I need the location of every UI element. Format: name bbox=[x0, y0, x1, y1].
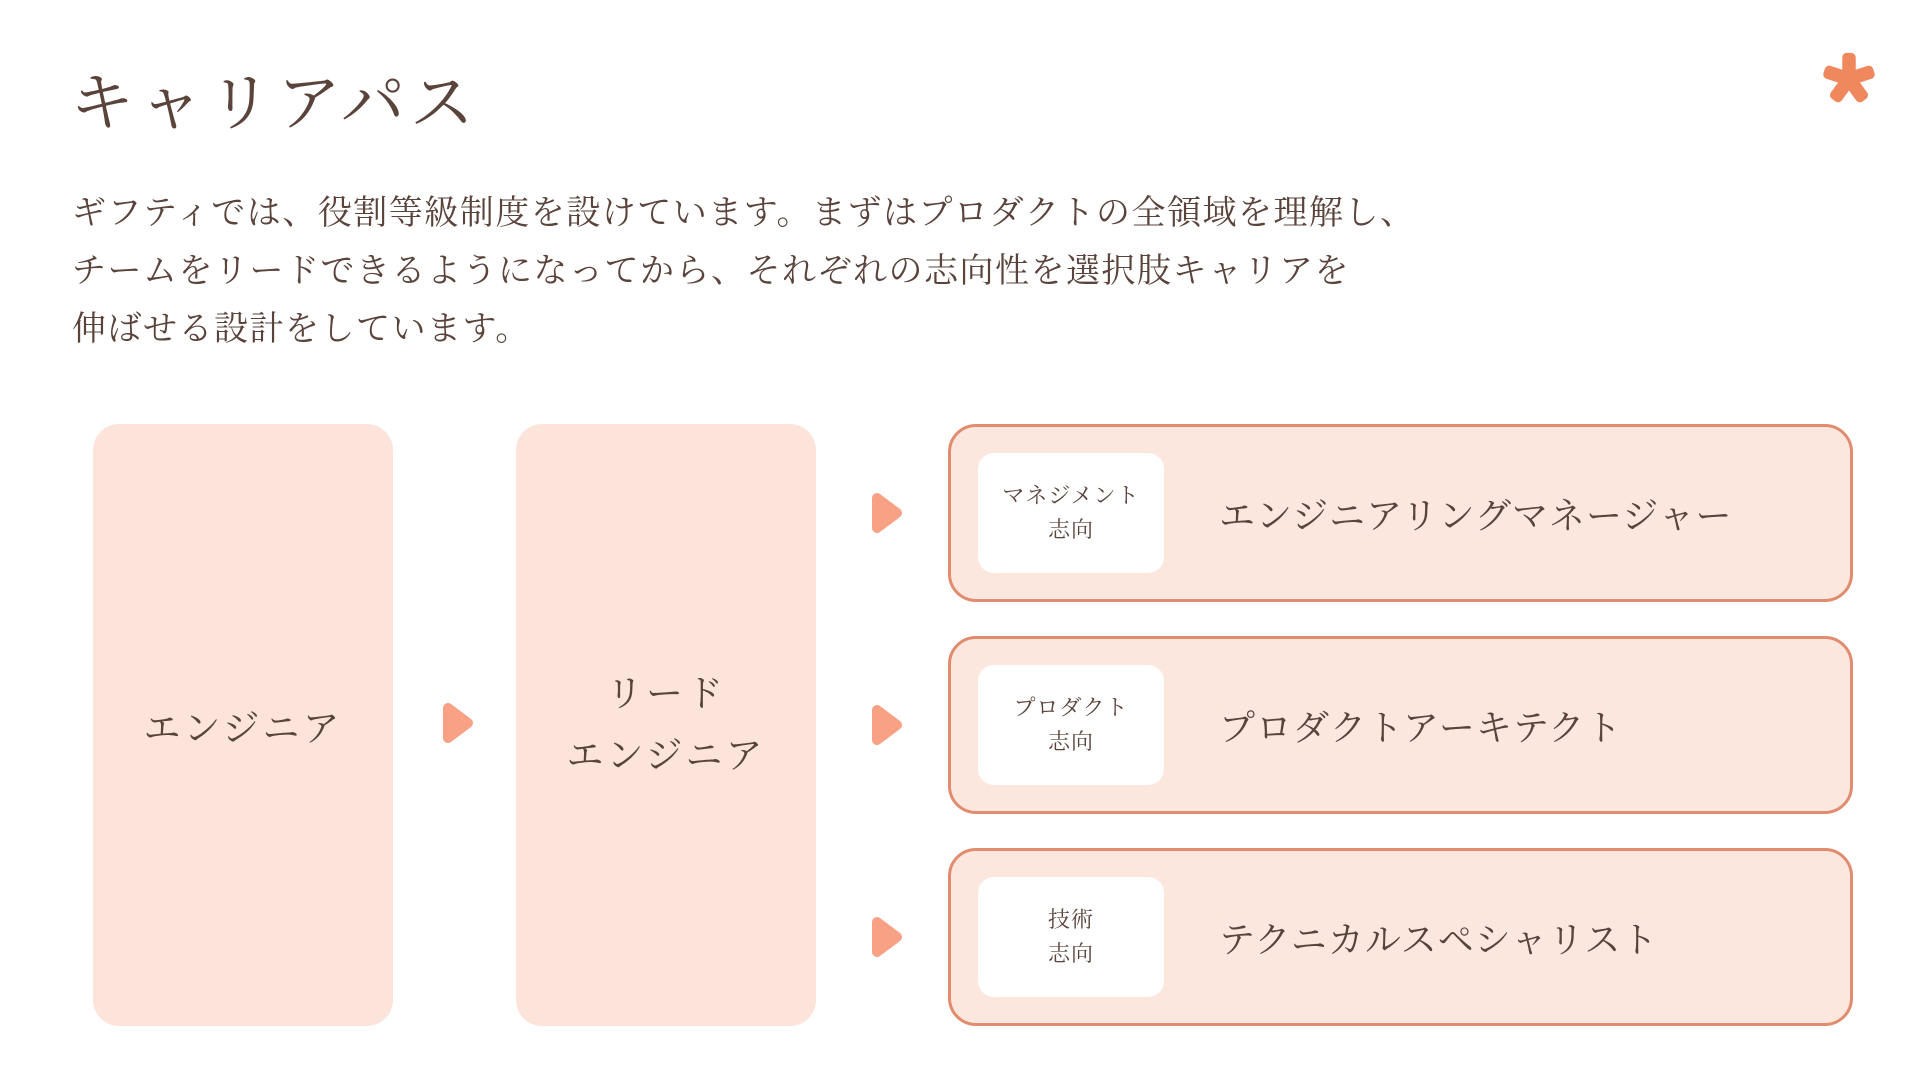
orientation-badge-technical bbox=[978, 877, 1164, 997]
stage-lead-engineer-label-line: エンジニア bbox=[566, 735, 766, 776]
branch-technical-specialist bbox=[948, 848, 1853, 1026]
badge-line: 志向 bbox=[1047, 729, 1094, 754]
asterisk-icon bbox=[1822, 52, 1876, 106]
arrow-right-icon bbox=[440, 700, 476, 746]
stage-lead-engineer bbox=[516, 424, 816, 1026]
page-title: キャリアパス bbox=[70, 67, 479, 139]
arrow-right-icon bbox=[869, 702, 905, 748]
arrow-right-icon bbox=[869, 914, 905, 960]
stage-lead-engineer-label-line: リード bbox=[606, 673, 726, 714]
stage-engineer bbox=[93, 424, 393, 1026]
intro-line: チームをリードできるようになってから、それぞれの志向性を選択肢キャリアを bbox=[72, 252, 1350, 290]
badge-line: 志向 bbox=[1047, 941, 1094, 966]
badge-line: 志向 bbox=[1047, 517, 1094, 542]
branch-title: プロダクトアーキテクト bbox=[1219, 706, 1623, 748]
badge-line: プロダクト bbox=[1013, 695, 1129, 720]
badge-line: マネジメント bbox=[1002, 483, 1140, 508]
branch-engineering-manager bbox=[948, 424, 1853, 602]
intro-line: 伸ばせる設計をしています。 bbox=[72, 310, 531, 348]
branch-title: テクニカルスペシャリスト bbox=[1219, 918, 1659, 960]
orientation-badge-product bbox=[978, 665, 1164, 785]
intro-line: ギフティでは、役割等級制度を設けています。まずはプロダクトの全領域を理解し、 bbox=[72, 194, 1416, 232]
arrow-right-icon bbox=[869, 490, 905, 536]
branch-title: エンジニアリングマネージャー bbox=[1219, 494, 1733, 536]
stage-engineer-label: エンジニア bbox=[143, 708, 343, 749]
branch-product-architect bbox=[948, 636, 1853, 814]
badge-line: 技術 bbox=[1047, 907, 1094, 932]
intro-paragraph bbox=[72, 184, 1416, 358]
orientation-badge-management bbox=[978, 453, 1164, 573]
